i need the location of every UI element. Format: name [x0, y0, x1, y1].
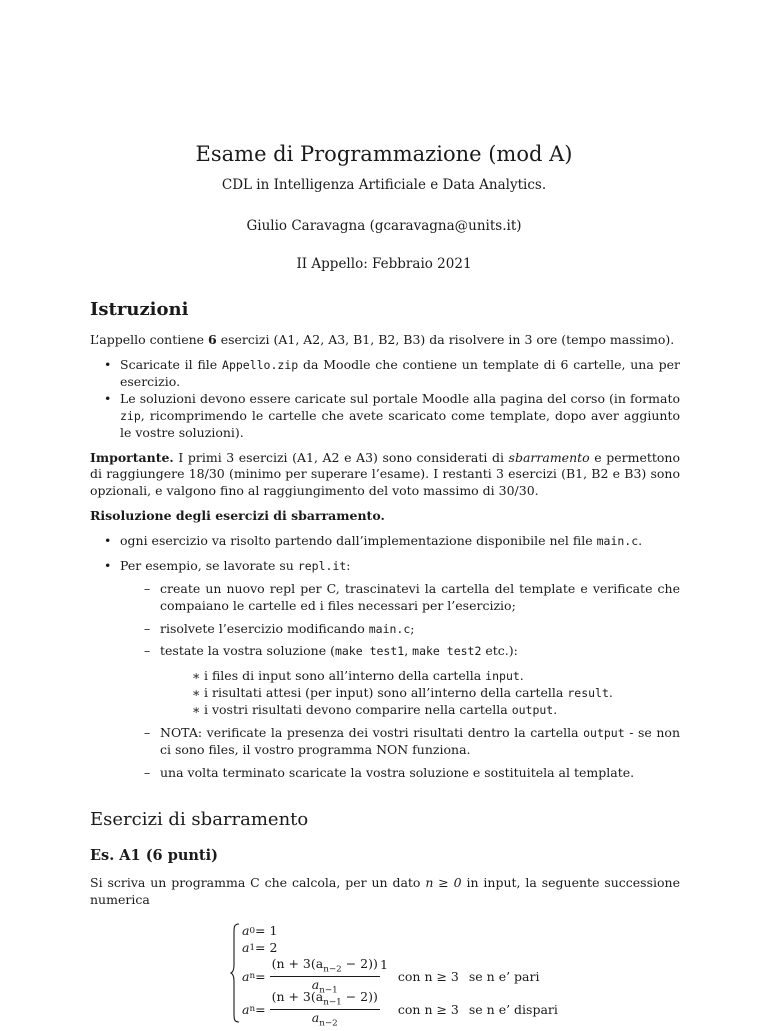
- code-filename: Appello.zip: [222, 358, 299, 373]
- code-filename: main.c: [368, 621, 411, 636]
- num-text-end: − 2)): [341, 956, 378, 972]
- num-text-end: − 2)): [341, 989, 378, 1005]
- test-details-list: [160, 668, 680, 719]
- list-item: [182, 668, 680, 685]
- item-text-end: .: [608, 685, 613, 701]
- formula-var: a: [242, 1001, 250, 1017]
- intro-text: L’appello contiene: [90, 332, 209, 348]
- num-text: (n + 3(a: [271, 989, 324, 1005]
- code-command: make test2: [412, 644, 482, 659]
- item-text-end: da Moodle che contiene un template di 6 cartelle, una per esercizio.: [120, 357, 680, 390]
- code-folder: output: [583, 725, 625, 740]
- formula-var: a: [242, 923, 250, 939]
- fraction-numerator: [270, 989, 380, 1010]
- list-item: [90, 533, 680, 550]
- list-item: – create un nuovo repl per C, trascinatevi la cartella del template e verificate che compaiano le cartelle ed i files necessari per l’esercizio;: [134, 581, 680, 615]
- code-filename: main.c: [596, 534, 639, 549]
- item-text: i files di input sono all’interno della cartella: [204, 668, 486, 684]
- exercise-text: Si scriva un programma C che calcola, per un dato: [90, 875, 426, 891]
- item-text: NOTA: verificate la presenza dei vostri risultati dentro la cartella: [160, 724, 584, 740]
- document-title: Esame di Programmazione (mod A): [195, 142, 573, 166]
- instructions-list: [90, 357, 680, 441]
- num-sub: n−1: [323, 997, 342, 1008]
- list-item: [134, 621, 680, 638]
- den-var: a: [311, 977, 320, 993]
- item-text: Le soluzioni devono essere caricate sul portale Moodle alla pagina del corso (in formato: [120, 390, 680, 406]
- item-text-end: - se non ci sono files, il vostro programma NON funziona.: [160, 724, 680, 757]
- item-text: risolvete l’esercizio modificando: [160, 620, 369, 636]
- important-text-end: e permettono di raggiungere 18/30 (minimo per superare l’esame). I restanti 3 esercizi (B1, B2 e B3) sono opzionali, e valgono fino al raggiungimento del voto massimo di 30/30.: [90, 449, 680, 499]
- formula-sub: 0: [249, 925, 256, 936]
- steps-list: [120, 581, 680, 782]
- formula-var: a: [242, 940, 250, 956]
- risoluzione-list: [90, 533, 680, 782]
- formula-parity: se n e’ dispari: [468, 1001, 558, 1017]
- page-number: 1: [380, 957, 388, 972]
- document-date: II Appello: Febbraio 2021: [296, 255, 472, 272]
- formula-row: [242, 989, 558, 1031]
- list-item: [182, 702, 680, 719]
- important-label: Importante.: [90, 449, 174, 465]
- formula-sub: n: [249, 971, 256, 982]
- formula-condition: con n ≥ 3: [397, 1001, 459, 1017]
- item-text-end: :: [346, 557, 351, 573]
- exercise-a1-text: [90, 875, 680, 909]
- code-site: repl.it: [297, 558, 347, 573]
- den-sub: n−2: [319, 1018, 338, 1029]
- item-text: Per esempio, se lavorate su: [120, 557, 298, 573]
- risoluzione-heading: [90, 508, 680, 525]
- item-text: testate la vostra soluzione (: [160, 643, 335, 659]
- den-sub: n−1: [319, 985, 338, 996]
- den-var: a: [311, 1010, 320, 1026]
- item-text-end: .: [553, 702, 558, 718]
- code-folder: result: [567, 686, 609, 701]
- list-item: [134, 725, 680, 759]
- fraction-denominator: [310, 1010, 340, 1030]
- title-block: [0, 140, 768, 273]
- item-text: i risultati attesi (per input) sono all’interno della cartella: [204, 685, 568, 701]
- document-subtitle: CDL in Intelligenza Artificiale e Data Analytics.: [221, 177, 547, 194]
- formula-row: [242, 940, 277, 957]
- list-item: [90, 357, 680, 391]
- item-text: Scaricate il file: [120, 357, 223, 373]
- item-text-end: , ricomprimendo le cartelle che avete scaricato come template, dopo aver aggiunto le vostre soluzioni).: [120, 407, 680, 440]
- list-item: [90, 391, 680, 442]
- exercise-condition: n ≥ 0: [425, 875, 462, 891]
- list-item: [182, 685, 680, 702]
- document-body: [90, 298, 680, 1029]
- important-text: I primi 3 esercizi (A1, A2 e A3) sono considerati di: [173, 449, 509, 465]
- code-format: zip: [120, 408, 141, 423]
- formula-eq: =: [255, 1001, 266, 1017]
- important-emphasis: sbarramento: [508, 449, 590, 465]
- section-heading-istruzioni: Istruzioni: [90, 299, 189, 320]
- list-item: [134, 643, 680, 719]
- formula-eq: =: [255, 968, 266, 984]
- exercise-text-end: in input, la seguente successione numerica: [90, 875, 680, 908]
- item-text: i vostri risultati devono comparire nella cartella: [204, 702, 512, 718]
- item-text-end: ;: [410, 620, 415, 636]
- list-item: [90, 558, 680, 782]
- formula-sub: n: [249, 1004, 256, 1015]
- num-sub: n−2: [323, 964, 342, 975]
- code-folder: output: [511, 703, 554, 718]
- formula-rhs: = 2: [255, 940, 278, 956]
- num-text: (n + 3(a: [271, 956, 324, 972]
- item-text-end: etc.):: [481, 643, 518, 659]
- intro-text-end: esercizi (A1, A2, A3, B1, B2, B3) da risolvere in 3 ore (tempo massimo).: [216, 332, 675, 348]
- item-text-sep: ,: [404, 643, 413, 659]
- code-folder: input: [485, 669, 520, 684]
- formula-var: a: [242, 968, 250, 984]
- list-item: – una volta terminato scaricate la vostra soluzione e sostituitela al template.: [134, 765, 680, 782]
- item-text-end: .: [519, 668, 524, 684]
- document-author: Giulio Caravagna (gcaravagna@units.it): [246, 217, 522, 234]
- section-heading-esercizi: Esercizi di sbarramento: [90, 808, 309, 830]
- formula-condition: con n ≥ 3: [397, 968, 459, 984]
- item-text-end: .: [638, 533, 643, 549]
- intro-count: 6: [208, 332, 217, 348]
- intro-paragraph: [90, 332, 680, 349]
- code-command: make test1: [334, 644, 405, 659]
- formula-sub: 1: [249, 942, 256, 953]
- formula-row: [242, 923, 277, 940]
- formula-rhs: = 1: [255, 923, 278, 939]
- important-paragraph: [90, 450, 680, 501]
- formula-fraction: [270, 989, 380, 1031]
- item-text: ogni esercizio va risolto partendo dall’implementazione disponibile nel file: [120, 533, 597, 549]
- risoluzione-heading-text: Risoluzione degli esercizi di sbarramento.: [90, 508, 385, 524]
- formula-parity: se n e’ pari: [468, 968, 540, 984]
- exercise-heading-a1: Es. A1 (6 punti): [90, 846, 218, 864]
